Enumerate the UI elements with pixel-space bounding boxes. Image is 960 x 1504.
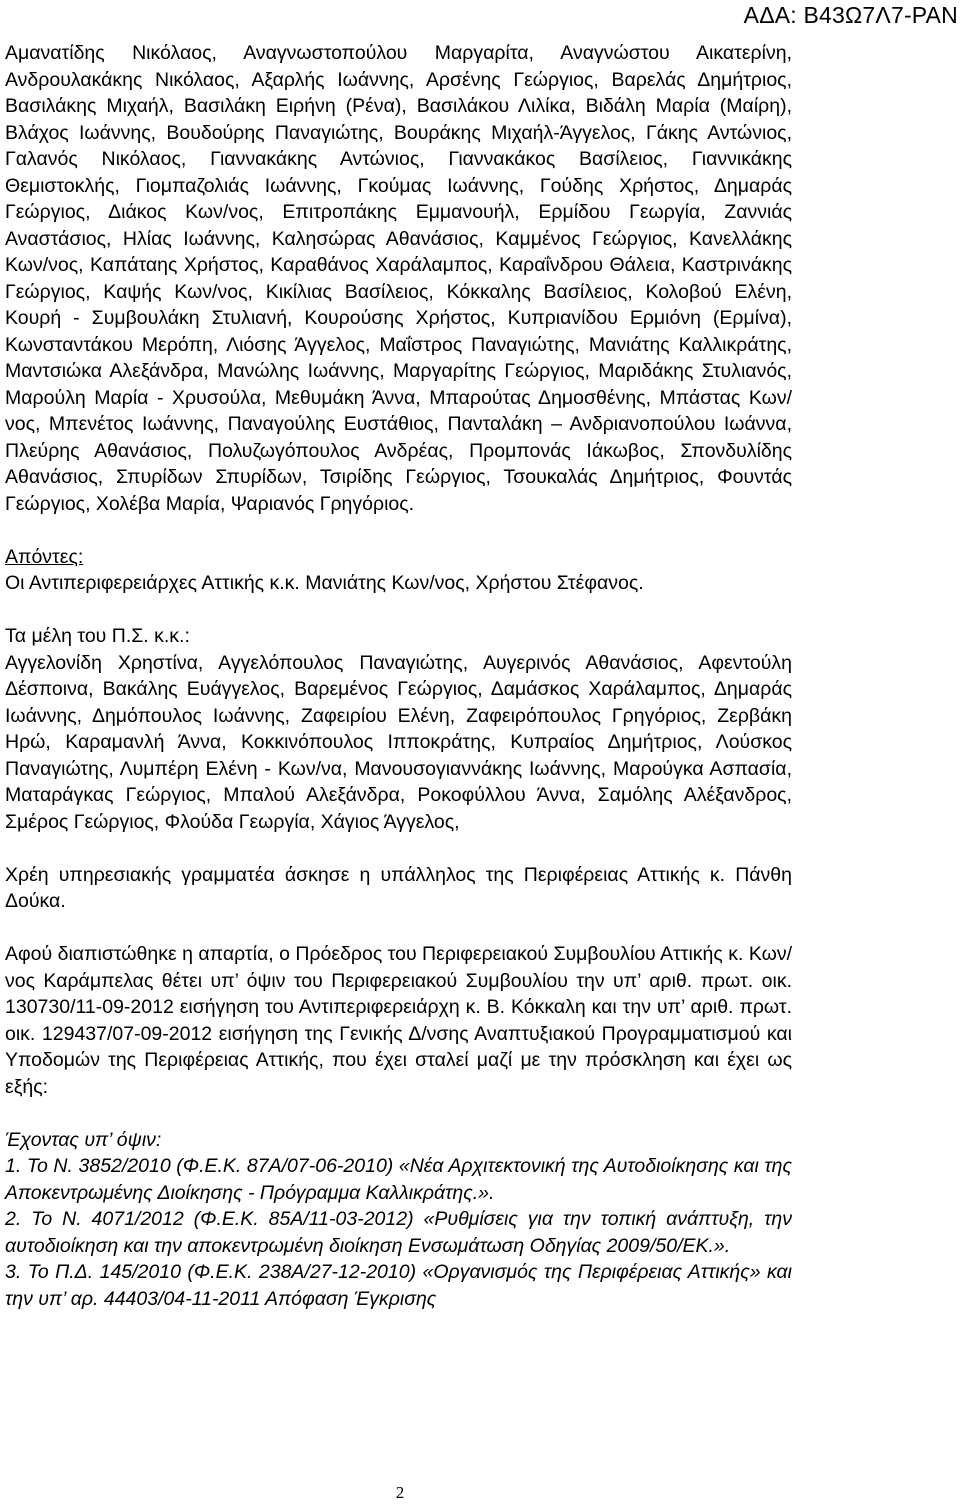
considering-item: 1. Το Ν. 3852/2010 (Φ.Ε.Κ. 87Α/07-06-2010) «Νέα Αρχιτεκτονική της Αυτοδιοίκησης και της Αποκεντρωμένης Διοίκησης - Πρόγραμμα Καλλικράτης.». (5, 1155, 792, 1204)
considering-heading: Έχοντας υπ’ όψιν: (5, 1128, 162, 1151)
secretary-paragraph: Χρέη υπηρεσιακής γραμματέα άσκησε η υπάλληλος της Περιφέρειας Αττικής κ. Πάνθη Δούκα. (5, 863, 792, 912)
present-members-list: Αμανατίδης Νικόλαος, Αναγνωστοπούλου Μαργαρίτα, Αναγνώστου Αικατερίνη, Ανδρουλακάκης Νικόλαος, Αξαρλής Ιωάννης, Αρσένης Γεώργιος, Βαρελάς Δημήτριος, Βασιλάκης Μιχαήλ, Βασιλάκη Ειρήνη (Ρένα), Βασιλάκου Λιλίκα, Βιδάλη Μαρία (Μαίρη), Βλάχος Ιωάννης, Βουδούρης Παναγιώτης, Βουράκης Μιχαήλ-Άγγελος, Γάκης Αντώνιος, Γαλανός Νικόλαος, Γιαννακάκης Αντώνιος, Γιαννακάκος Βασίλειος, Γιαννικάκης Θεμιστοκλής, Γιομπαζολιάς Ιωάννης, Γκούμας Ιωάννης, Γούδης Χρήστος, Δημαράς Γεώργιος, Διάκος Κων/νος, Επιτροπάκης Εμμανουήλ, Ερμίδου Γεωργία, Ζαννιάς Αναστάσιος, Ηλίας Ιωάννης, Καλησώρας Αθανάσιος, Καμμένος Γεώργιος, Κανελλάκης Κων/νος, Καπάταης Χρήστος, Καραθάνος Χαράλαμπος, Καραΐνδρου Θάλεια, Καστρινάκης Γεώργιος, Καψής Κων/νος, Κικίλιας Βασίλειος, Κόκκαλης Βασίλειος, Κολοβού Ελένη, Κουρή - Συμβουλάκη Στυλιανή, Κουρούσης Χρήστος, Κυπριανίδου Ερμιόνη (Ερμίνα), Κωνσταντάκου Μερόπη, Λιόσης Άγγελος, Μαΐστρος Παναγιώτης, Μανιάτης Καλλικράτης, Μαντσιώκα Αλεξάνδρα, Μανώλης Ιωάννης, Μαργαρίτης Γεώργιος, Μαριδάκης Στυλιανός, Μαρούλη Μαρία - Χρυσούλα, Μεθυμάκη Άννα, Μπαρούτας Δημοσθένης, Μπάστας Κων/νος, Μπενέτος Ιωάννης, Παναγούλης Ευστάθιος, Πανταλάκη – Ανδριανοπούλου Ιωάννα, Πλεύρης Αθανάσιος, Πολυζωγόπουλος Ανδρέας, Προμπονάς Ιάκωβος, Σπονδυλίδης Αθανάσιος, Σπυρίδων Σπυρίδων, Τσιρίδης Γεώργιος, Τσουκαλάς Δημήτριος, Φουντάς Γεώργιος, Χολέβα Μαρία, Ψαριανός Γρηγόριος. (5, 42, 792, 515)
considering-item: 3. Το Π.Δ. 145/2010 (Φ.Ε.Κ. 238Α/27-12-2010) «Οργανισμός της Περιφέρειας Αττικής» και την υπ’ αρ. 44403/04-11-2011 Απόφαση Έγκρισης (5, 1261, 792, 1310)
ada-code: ΑΔΑ: Β43Ω7Λ7-ΡΑΝ (743, 2, 958, 28)
quorum-paragraph: Αφού διαπιστώθηκε η απαρτία, ο Πρόεδρος του Περιφερειακού Συμβουλίου Αττικής κ. Κων/νος Καράμπελας θέτει υπ’ όψιν του Περιφερειακού Συμβουλίου την υπ’ αριθ. πρωτ. οικ. 130730/11-09-2012 εισήγηση του Αντιπεριφερειάρχη κ. Β. Κόκκαλη και την υπ’ αριθ. πρωτ. οικ. 129437/07-09-2012 εισήγηση της Γενικής Δ/νσης Αναπτυξιακού Προγραμματισμού και Υποδομών της Περιφέρειας Αττικής, που έχει σταλεί μαζί με την πρόσκληση και έχει ως εξής: (5, 943, 792, 1098)
absent-heading: Απόντες: (5, 545, 84, 568)
document-body (5, 40, 792, 1312)
ps-members-list: Αγγελονίδη Χρηστίνα, Αγγελόπουλος Παναγιώτης, Αυγερινός Αθανάσιος, Αφεντούλη Δέσποινα, Βακάλης Ευάγγελος, Βαρεμένος Γεώργιος, Δαμάσκος Χαράλαμπος, Δημαράς Ιωάννης, Δημόπουλος Ιωάννης, Ζαφειρίου Ελένη, Ζαφειρόπουλος Γρηγόριος, Ζερβάκη Ηρώ, Καραμανλή Άννα, Κοκκινόπουλος Ιπποκράτης, Κυπραίος Δημήτριος, Λούσκος Παναγιώτης, Λυμπέρη Ελένη - Κων/να, Μανουσογιαννάκης Ιωάννης, Μαρούγκα Ασπασία, Ματαράγκας Γεώργιος, Μπαλού Αλεξάνδρα, Ροκοφύλλου Άννα, Σαμόλης Αλέξανδρος, Σμέρος Γεώργιος, Φλούδα Γεωργία, Χάγιος Άγγελος, (5, 651, 792, 833)
ps-members-heading: Τα μέλη του Π.Σ. κ.κ.: (5, 625, 190, 647)
considering-item: 2. Το Ν. 4071/2012 (Φ.Ε.Κ. 85Α/11-03-2012) «Ρυθμίσεις για την τοπική ανάπτυξη, την αυτοδιοίκηση και την αποκεντρωμένη διοίκηση Ενσωμάτωση Οδηγίας 2009/50/ΕΚ.». (5, 1208, 792, 1257)
absent-text: Οι Αντιπεριφερειάρχες Αττικής κ.κ. Μανιάτης Κων/νος, Χρήστου Στέφανος. (5, 572, 644, 594)
page-number: 2 (395, 1483, 405, 1502)
